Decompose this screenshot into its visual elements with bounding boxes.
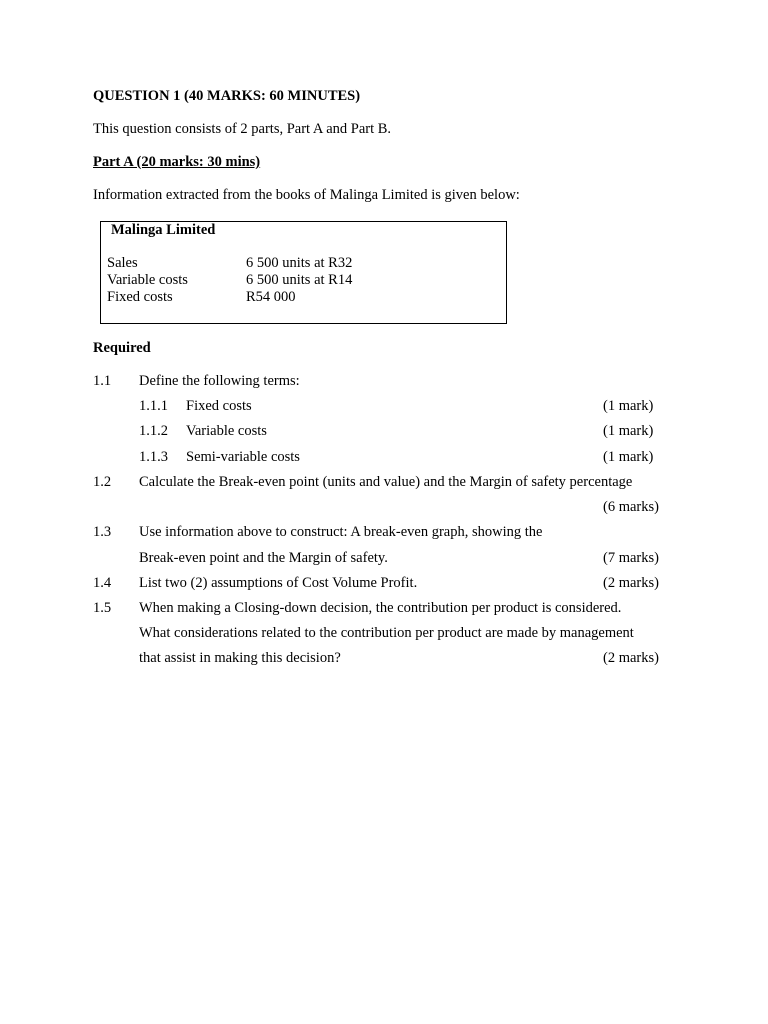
question-text: When making a Closing-down decision, the contribution per product is considered.	[139, 600, 622, 616]
question-number: 1.3	[93, 524, 112, 540]
info-box	[100, 221, 507, 324]
intro-text: This question consists of 2 parts, Part A and Part B.	[93, 121, 392, 137]
question-number: 1.5	[93, 600, 112, 616]
subquestion-number: 1.1.1	[139, 398, 168, 414]
info-row-label: Variable costs	[107, 272, 188, 288]
info-row-value: R54 000	[246, 289, 296, 305]
info-row-label: Fixed costs	[107, 289, 173, 305]
marks-label: (2 marks)	[603, 575, 659, 591]
info-box-title: Malinga Limited	[111, 222, 216, 238]
question-title: QUESTION 1 (40 MARKS: 60 MINUTES)	[93, 88, 361, 104]
info-row-value: 6 500 units at R14	[246, 272, 353, 288]
subquestion-text: Fixed costs	[186, 398, 252, 414]
marks-label: (1 mark)	[603, 398, 654, 414]
subquestion-text: Semi-variable costs	[186, 449, 300, 465]
question-text: Break-even point and the Margin of safety.	[139, 550, 388, 566]
marks-label: (1 mark)	[603, 449, 654, 465]
question-text: Use information above to construct: A break-even graph, showing the	[139, 524, 543, 540]
question-text: What considerations related to the contribution per product are made by management	[139, 625, 634, 641]
marks-label: (6 marks)	[603, 499, 659, 515]
subquestion-text: Variable costs	[186, 423, 267, 439]
marks-label: (2 marks)	[603, 650, 659, 666]
question-number: 1.2	[93, 474, 112, 490]
question-text: List two (2) assumptions of Cost Volume Profit.	[139, 575, 418, 591]
marks-label: (7 marks)	[603, 550, 659, 566]
info-row-value: 6 500 units at R32	[246, 255, 353, 271]
question-number: 1.4	[93, 575, 112, 591]
info-line: Information extracted from the books of Malinga Limited is given below:	[93, 187, 520, 203]
info-row-label: Sales	[107, 255, 138, 271]
question-text: Define the following terms:	[139, 373, 300, 389]
subquestion-number: 1.1.3	[139, 449, 168, 465]
subquestion-number: 1.1.2	[139, 423, 168, 439]
question-number: 1.1	[93, 373, 112, 389]
marks-label: (1 mark)	[603, 423, 654, 439]
question-text: Calculate the Break-even point (units and value) and the Margin of safety percentage	[139, 474, 633, 490]
question-text: that assist in making this decision?	[139, 650, 341, 666]
required-heading: Required	[93, 340, 151, 356]
part-a-title: Part A (20 marks: 30 mins)	[93, 154, 261, 170]
